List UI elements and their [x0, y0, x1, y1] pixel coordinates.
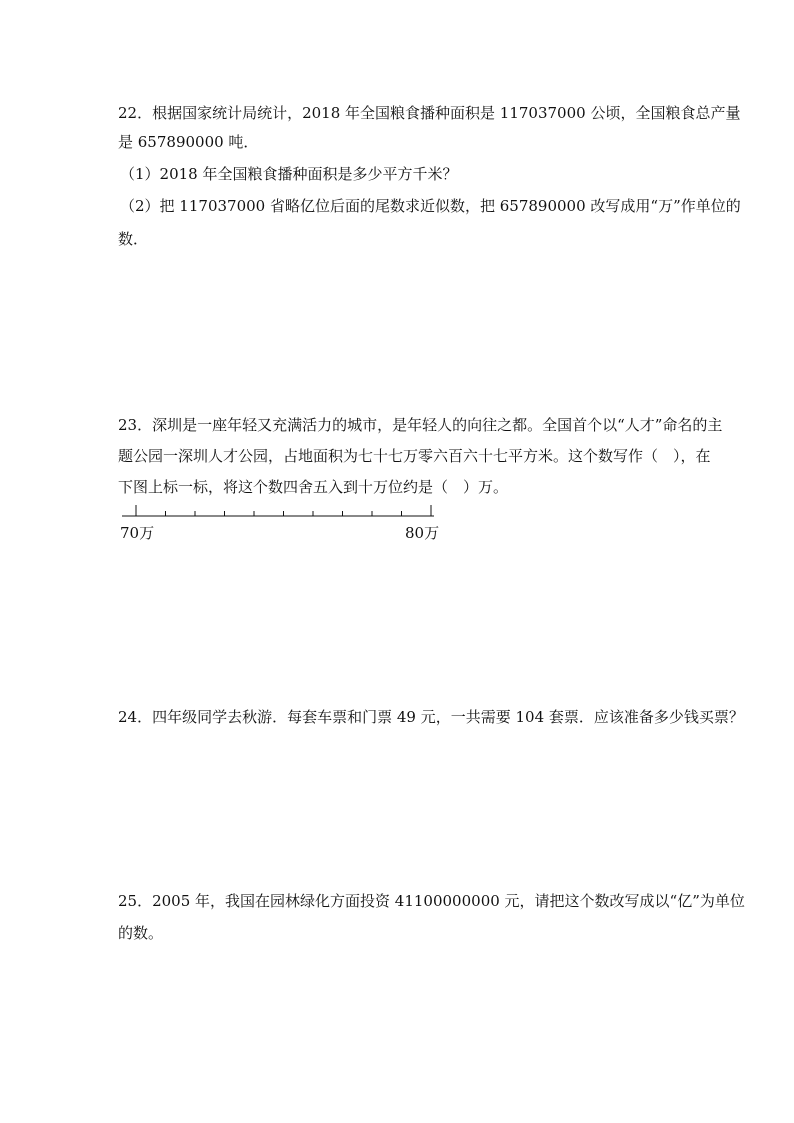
number-line-start-label: 70万 — [120, 524, 155, 542]
q23-line-2: 题公园一深圳人才公园，占地面积为七十七万零六百六十七平方米。这个数写作（ ），在 — [118, 447, 711, 465]
q25-line-2: 的数。 — [118, 924, 164, 942]
q24-line-1: 24．四年级同学去秋游．每套车票和门票 49 元，一共需要 104 套票．应该准备多少钱买票？ — [118, 708, 744, 726]
number-line-graphic — [118, 502, 438, 522]
q22-sub-question-2-continued: 数． — [118, 230, 149, 248]
number-line-end-label: 80万 — [405, 524, 440, 542]
number-line — [118, 502, 438, 522]
q22-sub-question-1: （1）2018 年全国粮食播种面积是多少平方千米？ — [120, 165, 458, 183]
q22-sub-question-2: （2）把 117037000 省略亿位后面的尾数求近似数，把 657890000 改写成用“万”作单位的 — [120, 197, 741, 215]
q22-line-1: 22．根据国家统计局统计，2018 年全国粮食播种面积是 117037000 公顷，全国粮食总产量 — [118, 104, 741, 122]
q22-line-2: 是 657890000 吨． — [118, 133, 259, 151]
q23-line-3: 下图上标一标，将这个数四舍五入到十万位约是（ ）万。 — [118, 478, 509, 496]
q25-line-1: 25．2005 年，我国在园林绿化方面投资 41100000000 元，请把这个数改写成以“亿”为单位 — [118, 892, 745, 910]
q23-line-1: 23．深圳是一座年轻又充满活力的城市，是年轻人的向往之都。全国首个以“人才”命名的主 — [118, 416, 723, 434]
